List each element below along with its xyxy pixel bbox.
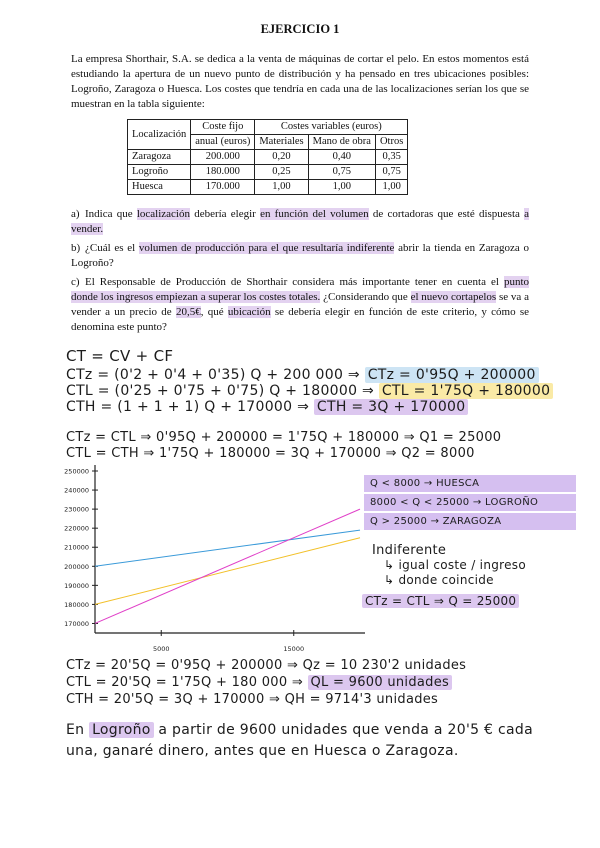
question-label: a)	[71, 208, 80, 220]
highlight: a vender.	[71, 208, 530, 235]
cell-labor: 0,75	[308, 165, 375, 180]
y-tick-label: 250000	[64, 467, 89, 476]
hand-eq-huesca	[66, 399, 468, 415]
boxed-result: CTH = 3Q + 170000	[314, 399, 469, 415]
question-label: b)	[71, 242, 81, 254]
boxed-result: CTz = CTL ⇒ Q = 25000	[362, 594, 519, 608]
cell-others: 0,75	[375, 165, 407, 180]
highlight: el nuevo cortapelos	[410, 291, 497, 303]
table-header-row	[128, 120, 408, 135]
boxed-result: CTz = 0'95Q + 200000	[365, 367, 539, 383]
header-others: Otros	[375, 135, 407, 150]
question-a	[71, 207, 529, 237]
table-row	[128, 150, 408, 165]
question-text: se debería elegir en función de este criterio, y cómo se denomina este punto?	[71, 306, 529, 333]
header-fixed: Coste fijo	[191, 120, 255, 135]
eq-text: CTH = (1 + 1 + 1) Q + 170000 ⇒	[66, 399, 310, 415]
header-materials: Materiales	[255, 135, 308, 150]
y-tick-label: 230000	[64, 505, 89, 514]
cell-labor: 0,40	[308, 150, 375, 165]
exercise-title: EJERCICIO 1	[260, 22, 340, 36]
conclusion	[66, 720, 536, 762]
chart-lines	[95, 509, 360, 623]
y-tick-label: 220000	[64, 524, 89, 533]
header-labor: Mano de obra	[308, 135, 375, 150]
indif-line: ↳ igual coste / ingreso	[384, 558, 526, 572]
indif-line: ↳ donde coincide	[384, 573, 494, 587]
hand-eq-zaragoza	[66, 367, 539, 383]
highlight: en función del volumen	[260, 208, 369, 220]
cell-materials: 0,20	[255, 150, 308, 165]
header-fixed-sub: anual (euros)	[191, 135, 255, 150]
rule-item: Q > 25000 → ZARAGOZA	[364, 513, 576, 530]
highlight: volumen de producción para el que resultaría indiferente	[138, 242, 395, 254]
cost-chart	[50, 463, 370, 663]
hand-eq-lh: CTL = CTH ⇒ 1'75Q + 180000 = 3Q + 170000 ⇒ Q2 = 8000	[66, 446, 475, 461]
cell-others: 1,00	[375, 180, 407, 195]
cell-fixed: 200.000	[191, 150, 255, 165]
hand-formula: CT = CV + CF	[66, 347, 174, 365]
indifference-note	[372, 543, 526, 588]
highlight: 20,5€	[175, 306, 201, 318]
table-row	[128, 180, 408, 195]
y-tick-label: 240000	[64, 486, 89, 495]
hand-eq-zl: CTz = CTL ⇒ 0'95Q + 200000 = 1'75Q + 180000 ⇒ Q1 = 25000	[66, 430, 502, 445]
indif-title: Indiferente	[372, 543, 447, 558]
question-text: ¿Considerando que	[320, 291, 411, 303]
cell-others: 0,35	[375, 150, 407, 165]
hand-be-logrono	[66, 675, 452, 690]
hand-eq-logrono	[66, 383, 553, 399]
highlight: localización	[136, 208, 190, 220]
rule-item: 8000 < Q < 25000 → LOGROÑO	[364, 494, 576, 511]
eq-text: CTL = (0'25 + 0'75 + 0'75) Q + 180000 ⇒	[66, 383, 375, 399]
question-text: de cortadoras que esté dispuesta	[368, 208, 525, 220]
boxed-result: CTL = 1'75Q + 180000	[379, 383, 553, 399]
question-text: ¿Cuál es el	[85, 242, 139, 254]
y-tick-label: 200000	[64, 562, 89, 571]
hand-be-zaragoza: CTz = 20'5Q = 0'95Q + 200000 ⇒ Qz = 10 230'2 unidades	[66, 658, 467, 673]
highlight: punto donde los ingresos empiezan a superar los costes totales.	[71, 276, 529, 303]
cell-labor: 1,00	[308, 180, 375, 195]
indif-result	[362, 594, 519, 608]
y-tick-label: 180000	[64, 600, 89, 609]
eq-text: CTL = 20'5Q = 1'75Q + 180 000 ⇒	[66, 675, 304, 690]
y-tick-label: 170000	[64, 619, 89, 628]
cell-materials: 0,25	[255, 165, 308, 180]
problem-intro: La empresa Shorthair, S.A. se dedica a la venta de máquinas de cortar el pelo. En estos momentos está estudiando la apertura de un nuevo punto de distribución y ha pensado en tres ubicaciones posibles: Logroño, Zaragoza o Huesca. Los costes que tendría en cada una de las localizaciones serían los que se muestran en la tabla siguiente:	[71, 53, 529, 110]
table-row	[128, 165, 408, 180]
cell-materials: 1,00	[255, 180, 308, 195]
cell-fixed: 170.000	[191, 180, 255, 195]
cell-location: Logroño	[128, 165, 191, 180]
cell-fixed: 180.000	[191, 165, 255, 180]
cost-table	[127, 119, 408, 195]
concl-text: a partir de 9600 unidades que venda a 20'5 € cada una, ganaré dinero, antes que en Huesca o Zaragoza.	[66, 722, 533, 759]
boxed-result: Logroño	[89, 722, 154, 738]
question-text: debería elegir	[189, 208, 261, 220]
cell-location: Zaragoza	[128, 150, 191, 165]
question-text: , qué	[200, 306, 228, 318]
header-variable: Costes variables (euros)	[255, 120, 408, 135]
question-text: abrir la tienda en Zaragoza o Logroño?	[71, 242, 529, 269]
concl-text: En	[66, 722, 90, 738]
question-text: Indica que	[85, 208, 137, 220]
highlight: ubicación	[227, 306, 271, 318]
decision-rules	[364, 475, 576, 532]
boxed-result: QL = 9600 unidades	[308, 675, 453, 690]
rule-item: Q < 8000 → HUESCA	[364, 475, 576, 492]
hand-be-huesca: CTH = 20'5Q = 3Q + 170000 ⇒ QH = 9714'3 unidades	[66, 692, 439, 707]
y-tick-label: 190000	[64, 581, 89, 590]
x-tick-label: 15000	[283, 645, 305, 653]
question-text: se va a vender a un precio de	[71, 291, 529, 318]
question-c	[71, 275, 529, 335]
question-text: El Responsable de Producción de Shorthair considera más importante tener en cuenta el	[85, 276, 504, 288]
question-b	[71, 241, 529, 271]
question-label: c)	[71, 276, 80, 288]
chart-axes	[95, 465, 365, 633]
chart-ticks	[64, 468, 304, 654]
header-location: Localización	[128, 120, 191, 150]
x-tick-label: 5000	[152, 645, 170, 653]
cell-location: Huesca	[128, 180, 191, 195]
series-line	[95, 509, 360, 623]
eq-text: CTz = (0'2 + 0'4 + 0'35) Q + 200 000 ⇒	[66, 367, 360, 383]
y-tick-label: 210000	[64, 543, 89, 552]
